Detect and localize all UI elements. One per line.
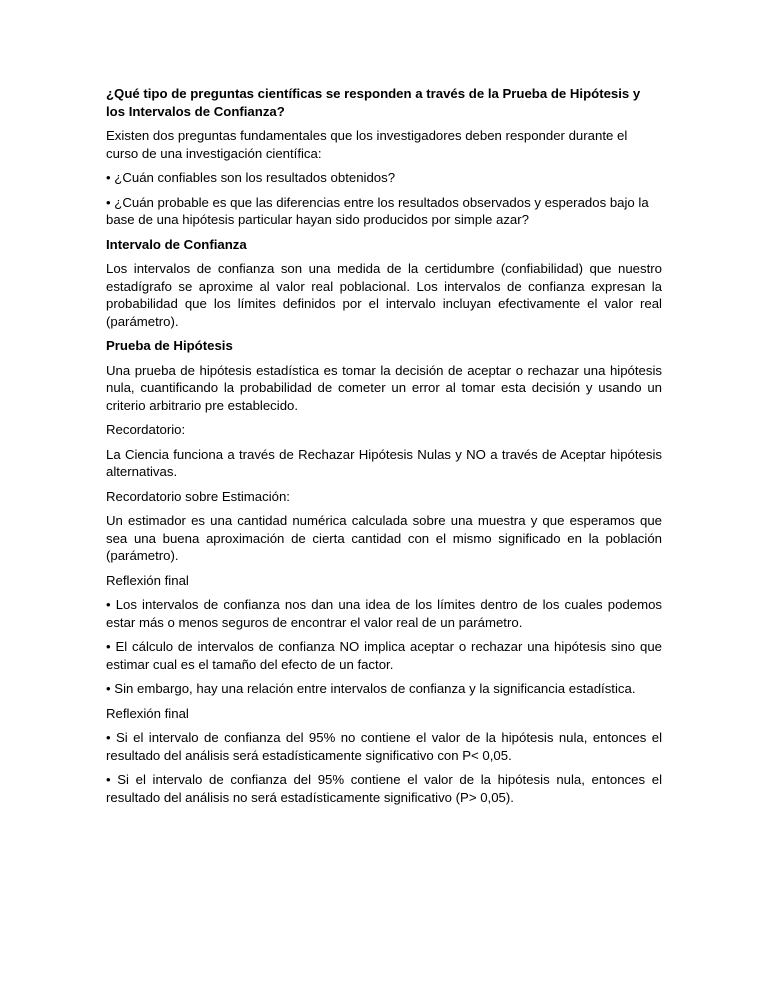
reminder-label: Recordatorio:: [106, 422, 186, 437]
final-reflection-bullet-1: • Los intervalos de confianza nos dan una idea de los límites dentro de los cuales podemos estar más o menos seguros de encontrar el valor real de un parámetro.: [106, 597, 662, 630]
estimation-label: Recordatorio sobre Estimación:: [106, 488, 290, 504]
hypothesis-test-heading: Prueba de Hipótesis: [106, 338, 233, 353]
reminder-paragraph: La Ciencia funciona a través de Rechazar Hipótesis Nulas y NO a través de Aceptar hipótesis alternativas.: [106, 446, 662, 479]
final-reflection-label-2: Reflexión final: [106, 705, 189, 721]
final-reflection-label-1: Reflexión final: [106, 572, 189, 588]
confidence-interval-paragraph: Los intervalos de confianza son una medida de la certidumbre (confiabilidad) que nuestro estadígrafo se aproxime al valor real poblacional. Los intervalos de confianza expresan la probabilidad que los límites definidos por el intervalo incluyan efectivamente el valor real (parámetro).: [106, 261, 662, 329]
confidence-interval-heading: Intervalo de Confianza: [106, 236, 247, 252]
question-bullet-2: • ¿Cuán probable es que las diferencias entre los resultados observados y esperados bajo la base de una hipótesis particular hayan sido producidos por simple azar?: [106, 194, 649, 227]
document-body: [106, 85, 662, 813]
document-title: ¿Qué tipo de preguntas científicas se responden a través de la Prueba de Hipótesis y los Intervalos de Confianza?: [106, 86, 641, 119]
hypothesis-test-paragraph: Una prueba de hipótesis estadística es tomar la decisión de aceptar o rechazar una hipótesis nula, cuantificando la probabilidad de cometer un error al tomar esta decisión y usando un criterio arbitrario pre establecido.: [106, 362, 662, 413]
final-reflection-bullet-5: • Si el intervalo de confianza del 95% contiene el valor de la hipótesis nula, entonces el resultado del análisis no será estadísticamente significativo (P> 0,05).: [106, 772, 662, 805]
estimation-paragraph: Un estimador es una cantidad numérica calculada sobre una muestra y que esperamos que sea una buena aproximación de cierta cantidad con el mismo significado en la población (parámetro).: [106, 513, 662, 563]
final-reflection-bullet-2: • El cálculo de intervalos de confianza NO implica aceptar o rechazar una hipótesis sino que estimar cual es el tamaño del efecto de un factor.: [106, 639, 662, 672]
final-reflection-bullet-4: • Si el intervalo de confianza del 95% no contiene el valor de la hipótesis nula, entonces el resultado del análisis será estadísticamente significativo con P< 0,05.: [106, 730, 662, 763]
question-bullet-1: • ¿Cuán confiables son los resultados obtenidos?: [106, 170, 396, 185]
intro-paragraph: Existen dos preguntas fundamentales que los investigadores deben responder durante el curso de una investigación científica:: [106, 128, 628, 161]
final-reflection-bullet-3: • Sin embargo, hay una relación entre intervalos de confianza y la significancia estadística.: [106, 681, 636, 696]
